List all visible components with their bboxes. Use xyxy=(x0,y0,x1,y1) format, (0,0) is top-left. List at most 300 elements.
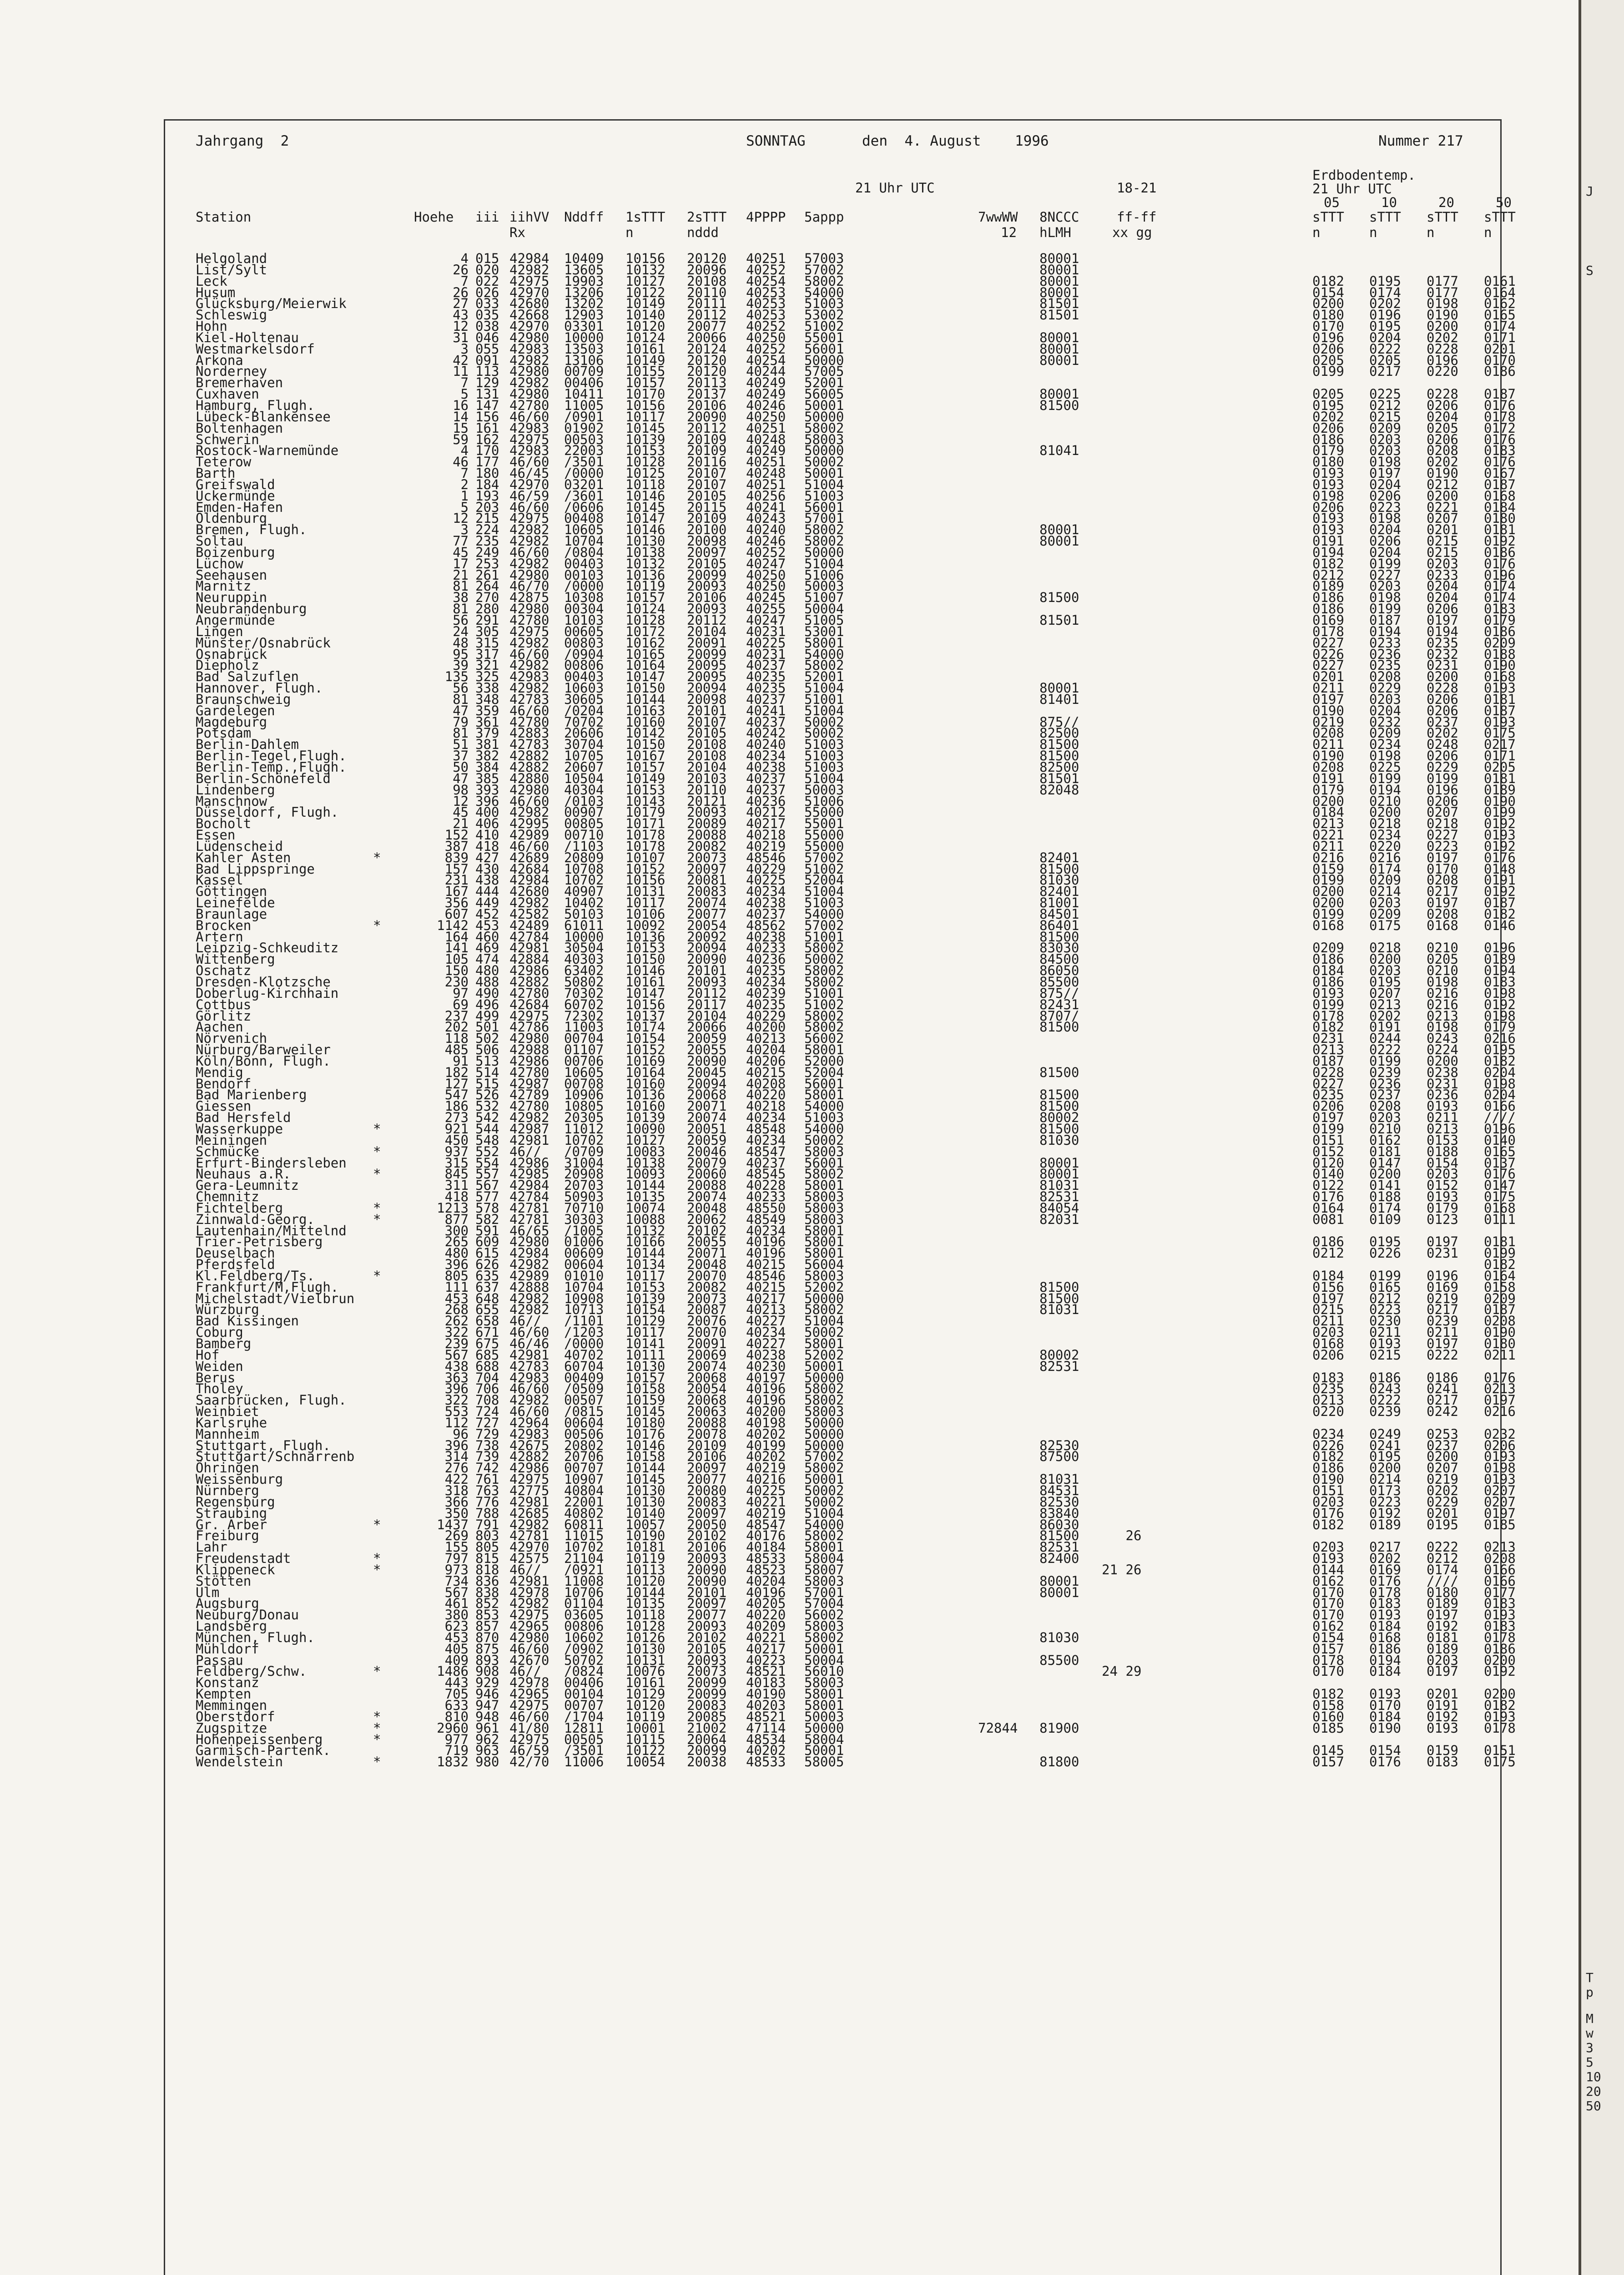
soil-temp-50: 0182 xyxy=(1484,906,1516,922)
soil-temp-20: 0221 xyxy=(1427,499,1458,515)
temp-2-value: 20055 xyxy=(687,1042,727,1058)
pressure-value: 48546 xyxy=(746,1268,786,1284)
soil-temp-20: 0219 xyxy=(1427,1290,1458,1306)
temp-1-value: 10156 xyxy=(625,996,666,1012)
tendency-value: 50000 xyxy=(804,443,844,459)
gust-value: 21 26 xyxy=(1102,1562,1142,1577)
temp-1-value: 10138 xyxy=(625,1155,666,1171)
soil-temp-10: 0217 xyxy=(1369,1539,1401,1555)
table-row xyxy=(196,1225,1492,1237)
temp-1-value: 10174 xyxy=(625,1019,666,1035)
station-height: 5 xyxy=(460,386,469,402)
soil-temp-05: 0205 xyxy=(1312,386,1344,402)
pressure-value: 40237 xyxy=(746,906,786,922)
station-id: 513 xyxy=(475,1053,499,1069)
station-height: 1437 xyxy=(437,1517,469,1532)
soil-temp-10: 0243 xyxy=(1369,1381,1401,1397)
tendency-value: 50003 xyxy=(804,1709,844,1724)
iihvv-value: 42888 xyxy=(509,1279,550,1295)
nddff-value: 00907 xyxy=(564,804,604,820)
table-row xyxy=(196,861,1516,877)
nddff-value: 01010 xyxy=(564,1268,604,1284)
soil-temp-10: 0203 xyxy=(1369,691,1401,707)
temp-1-value: 10147 xyxy=(625,985,666,1001)
temp-1-value: 10178 xyxy=(625,838,666,854)
temp-2-value: 20107 xyxy=(687,476,727,492)
cloud-value: 80002 xyxy=(1039,1347,1079,1363)
soil-temp-50: 0186 xyxy=(1484,364,1516,379)
table-row xyxy=(196,1336,1516,1351)
table-row xyxy=(196,1686,1516,1702)
table-row xyxy=(196,635,1516,651)
tendency-value: 57001 xyxy=(804,511,844,526)
iihvv-value: 42882 xyxy=(509,759,550,775)
tendency-value: 52004 xyxy=(804,872,844,888)
cloud-value: 81500 xyxy=(1039,1121,1079,1137)
tendency-value: 58001 xyxy=(804,1336,844,1351)
temp-1-value: 10135 xyxy=(625,1596,666,1612)
station-height: 26 xyxy=(453,284,469,300)
soil-temp-05: 0180 xyxy=(1312,454,1344,470)
station-height: 453 xyxy=(444,1629,469,1645)
temp-2-value: 20109 xyxy=(687,443,727,459)
station-name: Lindenberg xyxy=(196,782,275,798)
temp-1-value: 10153 xyxy=(625,1279,666,1295)
soil-temp-10: 0205 xyxy=(1369,352,1401,368)
station-id: 035 xyxy=(475,307,499,323)
temp-2-value: 20101 xyxy=(687,1584,727,1600)
station-id: 381 xyxy=(475,737,499,753)
table-row xyxy=(196,1754,1516,1770)
station-id: 554 xyxy=(475,1155,499,1171)
nddff-value: 10409 xyxy=(564,251,604,266)
temp-2-value: 20105 xyxy=(687,488,727,504)
temp-1-value: 10122 xyxy=(625,284,666,300)
station-id: 203 xyxy=(475,499,499,515)
table-row xyxy=(196,612,1516,628)
table-row xyxy=(196,1505,1516,1521)
station-height: 127 xyxy=(444,1076,469,1092)
soil-temp-05: 0178 xyxy=(1312,623,1344,639)
table-row xyxy=(196,906,1516,922)
pressure-value: 40237 xyxy=(746,691,786,707)
temp-2-value: 20080 xyxy=(687,1482,727,1498)
iihvv-value: 42982 xyxy=(509,1110,550,1126)
station-name: Deuselbach xyxy=(196,1245,275,1261)
soil-temp-10: 0209 xyxy=(1369,420,1401,436)
tendency-value: 58005 xyxy=(804,1754,844,1770)
soil-temp-05: 0190 xyxy=(1312,703,1344,718)
temp-2-value: 20074 xyxy=(687,895,727,911)
soil-temp-50: 0174 xyxy=(1484,578,1516,594)
nddff-value: 01104 xyxy=(564,1596,604,1612)
pressure-value: 40237 xyxy=(746,657,786,673)
soil-temp-05: 0170 xyxy=(1312,1663,1344,1679)
iihvv-value: 42980 xyxy=(509,782,550,798)
tendency-value: 58003 xyxy=(804,431,844,447)
soil-temp-10: 0169 xyxy=(1369,1562,1401,1577)
iihvv-value: 42982 xyxy=(509,1302,550,1318)
soil-temp-10: 0195 xyxy=(1369,1449,1401,1465)
soil-temp-20: 0239 xyxy=(1427,1313,1458,1329)
station-id: 253 xyxy=(475,556,499,571)
tendency-value: 56001 xyxy=(804,499,844,515)
soil-temp-10: 0239 xyxy=(1369,1064,1401,1080)
table-row xyxy=(196,782,1516,798)
pressure-value: 40243 xyxy=(746,511,786,526)
tendency-value: 51003 xyxy=(804,737,844,753)
station-name: Osnabrück xyxy=(196,646,267,662)
tendency-value: 55001 xyxy=(804,816,844,832)
cloud-value: 80001 xyxy=(1039,329,1079,345)
iihvv-value: 42980 xyxy=(509,329,550,345)
nddff-value: 50702 xyxy=(564,1652,604,1668)
station-id: 963 xyxy=(475,1743,499,1759)
soil-temp-10: 0193 xyxy=(1369,1607,1401,1623)
iihvv-value: 42789 xyxy=(509,1087,550,1103)
station-height: 633 xyxy=(444,1698,469,1713)
station-height: 4 xyxy=(460,251,469,266)
nddff-value: 13202 xyxy=(564,296,604,312)
table-row xyxy=(196,465,1516,481)
table-row xyxy=(196,1449,1516,1465)
temp-2-value: 20112 xyxy=(687,307,727,323)
table-row xyxy=(196,1460,1516,1476)
station-name: Neubrandenburg xyxy=(196,601,307,617)
pressure-value: 40254 xyxy=(746,352,786,368)
temp-1-value: 10126 xyxy=(625,1629,666,1645)
temp-1-value: 10117 xyxy=(625,409,666,425)
soil-temp-10: 0210 xyxy=(1369,1121,1401,1137)
temp-2-value: 20074 xyxy=(687,1189,727,1205)
temp-2-value: 20099 xyxy=(687,567,727,583)
soil-temp-05: 0186 xyxy=(1312,431,1344,447)
soil-temp-20: 0189 xyxy=(1427,1596,1458,1612)
station-name: Saarbrücken, Flugh. xyxy=(196,1392,347,1408)
soil-temp-20: 0183 xyxy=(1427,1754,1458,1770)
soil-temp-50: 0166 xyxy=(1484,1562,1516,1577)
table-row xyxy=(196,296,1516,312)
nddff-value: /1103 xyxy=(564,838,604,854)
temp-2-value: 20120 xyxy=(687,352,727,368)
soil-temp-05: 0186 xyxy=(1312,1460,1344,1476)
soil-temp-50: 0211 xyxy=(1484,1347,1516,1363)
soil-temp-50: 0175 xyxy=(1484,725,1516,741)
station-name: Lautenhain/Mittelnd xyxy=(196,1223,347,1239)
cloud-value: 81030 xyxy=(1039,1629,1079,1645)
pressure-value: 40223 xyxy=(746,1652,786,1668)
pressure-value: 40234 xyxy=(746,974,786,990)
iihvv-value: 42975 xyxy=(509,1008,550,1024)
mountain-marker: * xyxy=(373,849,381,865)
iihvv-value: 42981 xyxy=(509,940,550,956)
soil-temp-20: 0208 xyxy=(1427,443,1458,459)
station-height: 443 xyxy=(444,1675,469,1691)
temp-2-value: 20064 xyxy=(687,1731,727,1747)
pressure-value: 40196 xyxy=(746,1584,786,1600)
soil-temp-20: 0231 xyxy=(1427,1245,1458,1261)
station-name: Gr. Arber xyxy=(196,1517,267,1532)
soil-temp-50: 0151 xyxy=(1484,1743,1516,1759)
temp-1-value: 10113 xyxy=(625,1562,666,1577)
station-id: 460 xyxy=(475,929,499,945)
erdboden-header: Erdbodentemp. xyxy=(1312,167,1416,183)
station-height: 405 xyxy=(444,1641,469,1657)
station-id: 396 xyxy=(475,793,499,809)
station-name: München, Flugh. xyxy=(196,1629,315,1645)
station-height: 47 xyxy=(453,703,469,718)
nddff-value: 00403 xyxy=(564,669,604,685)
soil-temp-05: 0168 xyxy=(1312,1336,1344,1351)
iihvv-value: 46/60 xyxy=(509,838,550,854)
cloud-value: 81501 xyxy=(1039,296,1079,312)
temp-2-value: 20109 xyxy=(687,1437,727,1453)
station-id: 908 xyxy=(475,1663,499,1679)
nddff-value: 70710 xyxy=(564,1200,604,1216)
jahrgang-label: Jahrgang 2 xyxy=(196,133,289,149)
utc21-header: 21 Uhr UTC xyxy=(855,180,935,196)
pressure-value: 40239 xyxy=(746,985,786,1001)
station-id: 688 xyxy=(475,1358,499,1374)
soil-temp-20: //// xyxy=(1427,1573,1458,1589)
pressure-value: 48549 xyxy=(746,1211,786,1227)
pressure-value: 40208 xyxy=(746,1076,786,1092)
temp-2-value: 20098 xyxy=(687,533,727,549)
station-id: 947 xyxy=(475,1698,499,1713)
station-id: 020 xyxy=(475,262,499,278)
table-row xyxy=(196,352,1516,368)
iihvv-value: 42980 xyxy=(509,386,550,402)
temp-2-value: 20110 xyxy=(687,782,727,798)
soil-temp-10: 0174 xyxy=(1369,861,1401,877)
soil-temp-20: 0238 xyxy=(1427,1064,1458,1080)
sttn-05-header: n xyxy=(1312,225,1321,240)
iihvv-value: 46// xyxy=(509,1663,541,1679)
soil-temp-50: 0216 xyxy=(1484,1031,1516,1046)
temp-2-value: 20097 xyxy=(687,861,727,877)
temp-2-value: 20073 xyxy=(687,849,727,865)
station-name: Arkona xyxy=(196,352,243,368)
station-name: Fichtelberg xyxy=(196,1200,283,1216)
station-name: Zinnwald-Georg. xyxy=(196,1211,315,1227)
pressure-value: 40229 xyxy=(746,1008,786,1024)
mountain-marker: * xyxy=(373,1754,381,1770)
temp-2-value: 20101 xyxy=(687,703,727,718)
table-row xyxy=(196,1641,1516,1657)
station-height: 4 xyxy=(460,443,469,459)
soil-temp-05: 0162 xyxy=(1312,1618,1344,1634)
table-row xyxy=(196,1517,1516,1532)
soil-temp-50: 0168 xyxy=(1484,1200,1516,1216)
temp-2-value: 20120 xyxy=(687,251,727,266)
station-name: Leipzig-Schkeuditz xyxy=(196,940,339,956)
soil-temp-10: 0204 xyxy=(1369,522,1401,538)
soil-temp-50: 0164 xyxy=(1484,1268,1516,1284)
station-height: 17 xyxy=(453,556,469,571)
iihvv-value: 42875 xyxy=(509,590,550,606)
station-id: 578 xyxy=(475,1200,499,1216)
temp-2-value: 20095 xyxy=(687,657,727,673)
station-name: Potsdam xyxy=(196,725,252,741)
soil-temp-10: 0154 xyxy=(1369,1743,1401,1759)
pressure-value: 40238 xyxy=(746,759,786,775)
temp-2-value: 20112 xyxy=(687,985,727,1001)
tendency-value: 50001 xyxy=(804,1358,844,1374)
station-height: 322 xyxy=(444,1392,469,1408)
iihvv-value: 42984 xyxy=(509,1178,550,1193)
iihvv-value: 42684 xyxy=(509,861,550,877)
table-row xyxy=(196,1618,1516,1634)
nddff-value: 20305 xyxy=(564,1110,604,1126)
table-row xyxy=(196,951,1516,967)
station-name: Marnitz xyxy=(196,578,252,594)
cloud-value: 83840 xyxy=(1039,1505,1079,1521)
nddff-value: 30605 xyxy=(564,691,604,707)
tendency-value: 50000 xyxy=(804,1415,844,1431)
tendency-value: 58002 xyxy=(804,1381,844,1397)
cloud-value: 80001 xyxy=(1039,262,1079,278)
temp-2-value: 20093 xyxy=(687,1551,727,1567)
nddff-value: 00503 xyxy=(564,431,604,447)
table-row xyxy=(196,1076,1516,1092)
soil-temp-20: 0224 xyxy=(1427,1042,1458,1058)
mountain-marker: * xyxy=(373,1731,381,1747)
soil-temp-05: 0191 xyxy=(1312,770,1344,786)
station-height: 269 xyxy=(444,1528,469,1544)
soil-temp-05: 0184 xyxy=(1312,963,1344,979)
table-row xyxy=(196,793,1516,809)
station-height: 2 xyxy=(460,476,469,492)
station-id: 544 xyxy=(475,1121,499,1137)
soil-temp-05: 0145 xyxy=(1312,1743,1344,1759)
station-name: Bad Salzuflen xyxy=(196,669,299,685)
cloud-value: 82048 xyxy=(1039,782,1079,798)
table-row xyxy=(196,917,1516,933)
station-height: 547 xyxy=(444,1087,469,1103)
soil-temp-50: 0167 xyxy=(1484,465,1516,481)
station-id: 567 xyxy=(475,1178,499,1193)
cloud-value: 80001 xyxy=(1039,1584,1079,1600)
nddff-value: /0901 xyxy=(564,409,604,425)
temp-2-value: 20106 xyxy=(687,1539,727,1555)
nddff-value: 13106 xyxy=(564,352,604,368)
nddff-value: /0902 xyxy=(564,1641,604,1657)
pressure-value: 40249 xyxy=(746,443,786,459)
soil-temp-50: 0207 xyxy=(1484,1482,1516,1498)
next-page-fragment: 5 xyxy=(1586,2055,1594,2070)
nddff-value: 00409 xyxy=(564,1370,604,1385)
soil-temp-05: 0226 xyxy=(1312,1437,1344,1453)
station-table xyxy=(196,251,1516,1770)
soil-temp-05: 0122 xyxy=(1312,1178,1344,1193)
iihvv-value: 42989 xyxy=(509,1268,550,1284)
temp-1-value: 10150 xyxy=(625,737,666,753)
station-height: 418 xyxy=(444,1189,469,1205)
temp-2-value: 20109 xyxy=(687,511,727,526)
iihvv-value: 42684 xyxy=(509,996,550,1012)
soil-temp-05: 0199 xyxy=(1312,906,1344,922)
station-name: Berlin-Temp.,Flugh. xyxy=(196,759,347,775)
weather-value: 72844 xyxy=(978,1720,1018,1736)
nddff-value: 40804 xyxy=(564,1482,604,1498)
soil-temp-20: 0193 xyxy=(1427,1720,1458,1736)
station-id: 055 xyxy=(475,341,499,357)
tendency-value: 50001 xyxy=(804,1641,844,1657)
station-height: 45 xyxy=(453,544,469,560)
nddff-value: 00806 xyxy=(564,1618,604,1634)
soil-temp-20: 0206 xyxy=(1427,691,1458,707)
soil-temp-20: 0202 xyxy=(1427,1482,1458,1498)
soil-temp-05: 0182 xyxy=(1312,273,1344,289)
soil-temp-05: 0186 xyxy=(1312,601,1344,617)
hlmh-header: hLMH xyxy=(1039,225,1071,240)
station-name: Soltau xyxy=(196,533,243,549)
temp-2-value: 20093 xyxy=(687,578,727,594)
nddff-value: 50802 xyxy=(564,974,604,990)
station-name: Klippeneck xyxy=(196,1562,275,1577)
temp-1-value: 10117 xyxy=(625,1325,666,1340)
cloud-value: 81500 xyxy=(1039,1290,1079,1306)
station-height: 11 xyxy=(453,364,469,379)
station-height: 268 xyxy=(444,1302,469,1318)
station-id: 708 xyxy=(475,1392,499,1408)
table-row xyxy=(196,1607,1516,1623)
soil-temp-20: 0229 xyxy=(1427,759,1458,775)
temp-2-value: 20097 xyxy=(687,1596,727,1612)
pressure-value: 40253 xyxy=(746,284,786,300)
station-id: 453 xyxy=(475,917,499,933)
soil-temp-05: 0197 xyxy=(1312,691,1344,707)
nccc-header: 8NCCC xyxy=(1039,209,1079,225)
soil-temp-20: 0203 xyxy=(1427,556,1458,571)
soil-temp-05: 0120 xyxy=(1312,1155,1344,1171)
soil-temp-05: 0211 xyxy=(1312,838,1344,854)
tendency-value: 50000 xyxy=(804,1720,844,1736)
station-id: 532 xyxy=(475,1098,499,1114)
table-row xyxy=(196,996,1516,1012)
station-id: 742 xyxy=(475,1460,499,1476)
station-name: Bad Lippspringe xyxy=(196,861,315,877)
station-id: 591 xyxy=(475,1223,499,1239)
station-height: 21 xyxy=(453,567,469,583)
soil-temp-05: 0194 xyxy=(1312,544,1344,560)
table-row xyxy=(196,1042,1516,1058)
temp-1-value: 10141 xyxy=(625,1336,666,1351)
nddff-value: 10308 xyxy=(564,590,604,606)
station-id: 280 xyxy=(475,601,499,617)
temp-2-value: 20083 xyxy=(687,1698,727,1713)
soil-temp-20: 0191 xyxy=(1427,1698,1458,1713)
iihvv-value: 46// xyxy=(509,1313,541,1329)
soil-temp-10: 0184 xyxy=(1369,1709,1401,1724)
nddff-value: /3601 xyxy=(564,488,604,504)
pressure-value: 40217 xyxy=(746,816,786,832)
temp-1-value: 10118 xyxy=(625,1607,666,1623)
depth-05: 05 xyxy=(1324,195,1340,210)
station-name: Leinefelde xyxy=(196,895,275,911)
cloud-value: 80001 xyxy=(1039,1573,1079,1589)
iihvv-value: 42780 xyxy=(509,714,550,730)
sttn-50-header: n xyxy=(1484,225,1492,240)
pressure-value: 40227 xyxy=(746,1336,786,1351)
station-id: 506 xyxy=(475,1042,499,1058)
tendency-value: 51007 xyxy=(804,590,844,606)
pressure-value: 40176 xyxy=(746,1528,786,1544)
station-height: 380 xyxy=(444,1607,469,1623)
depth-50: 50 xyxy=(1496,195,1512,210)
soil-temp-10: 0199 xyxy=(1369,770,1401,786)
iihvv-value: 42980 xyxy=(509,1031,550,1046)
